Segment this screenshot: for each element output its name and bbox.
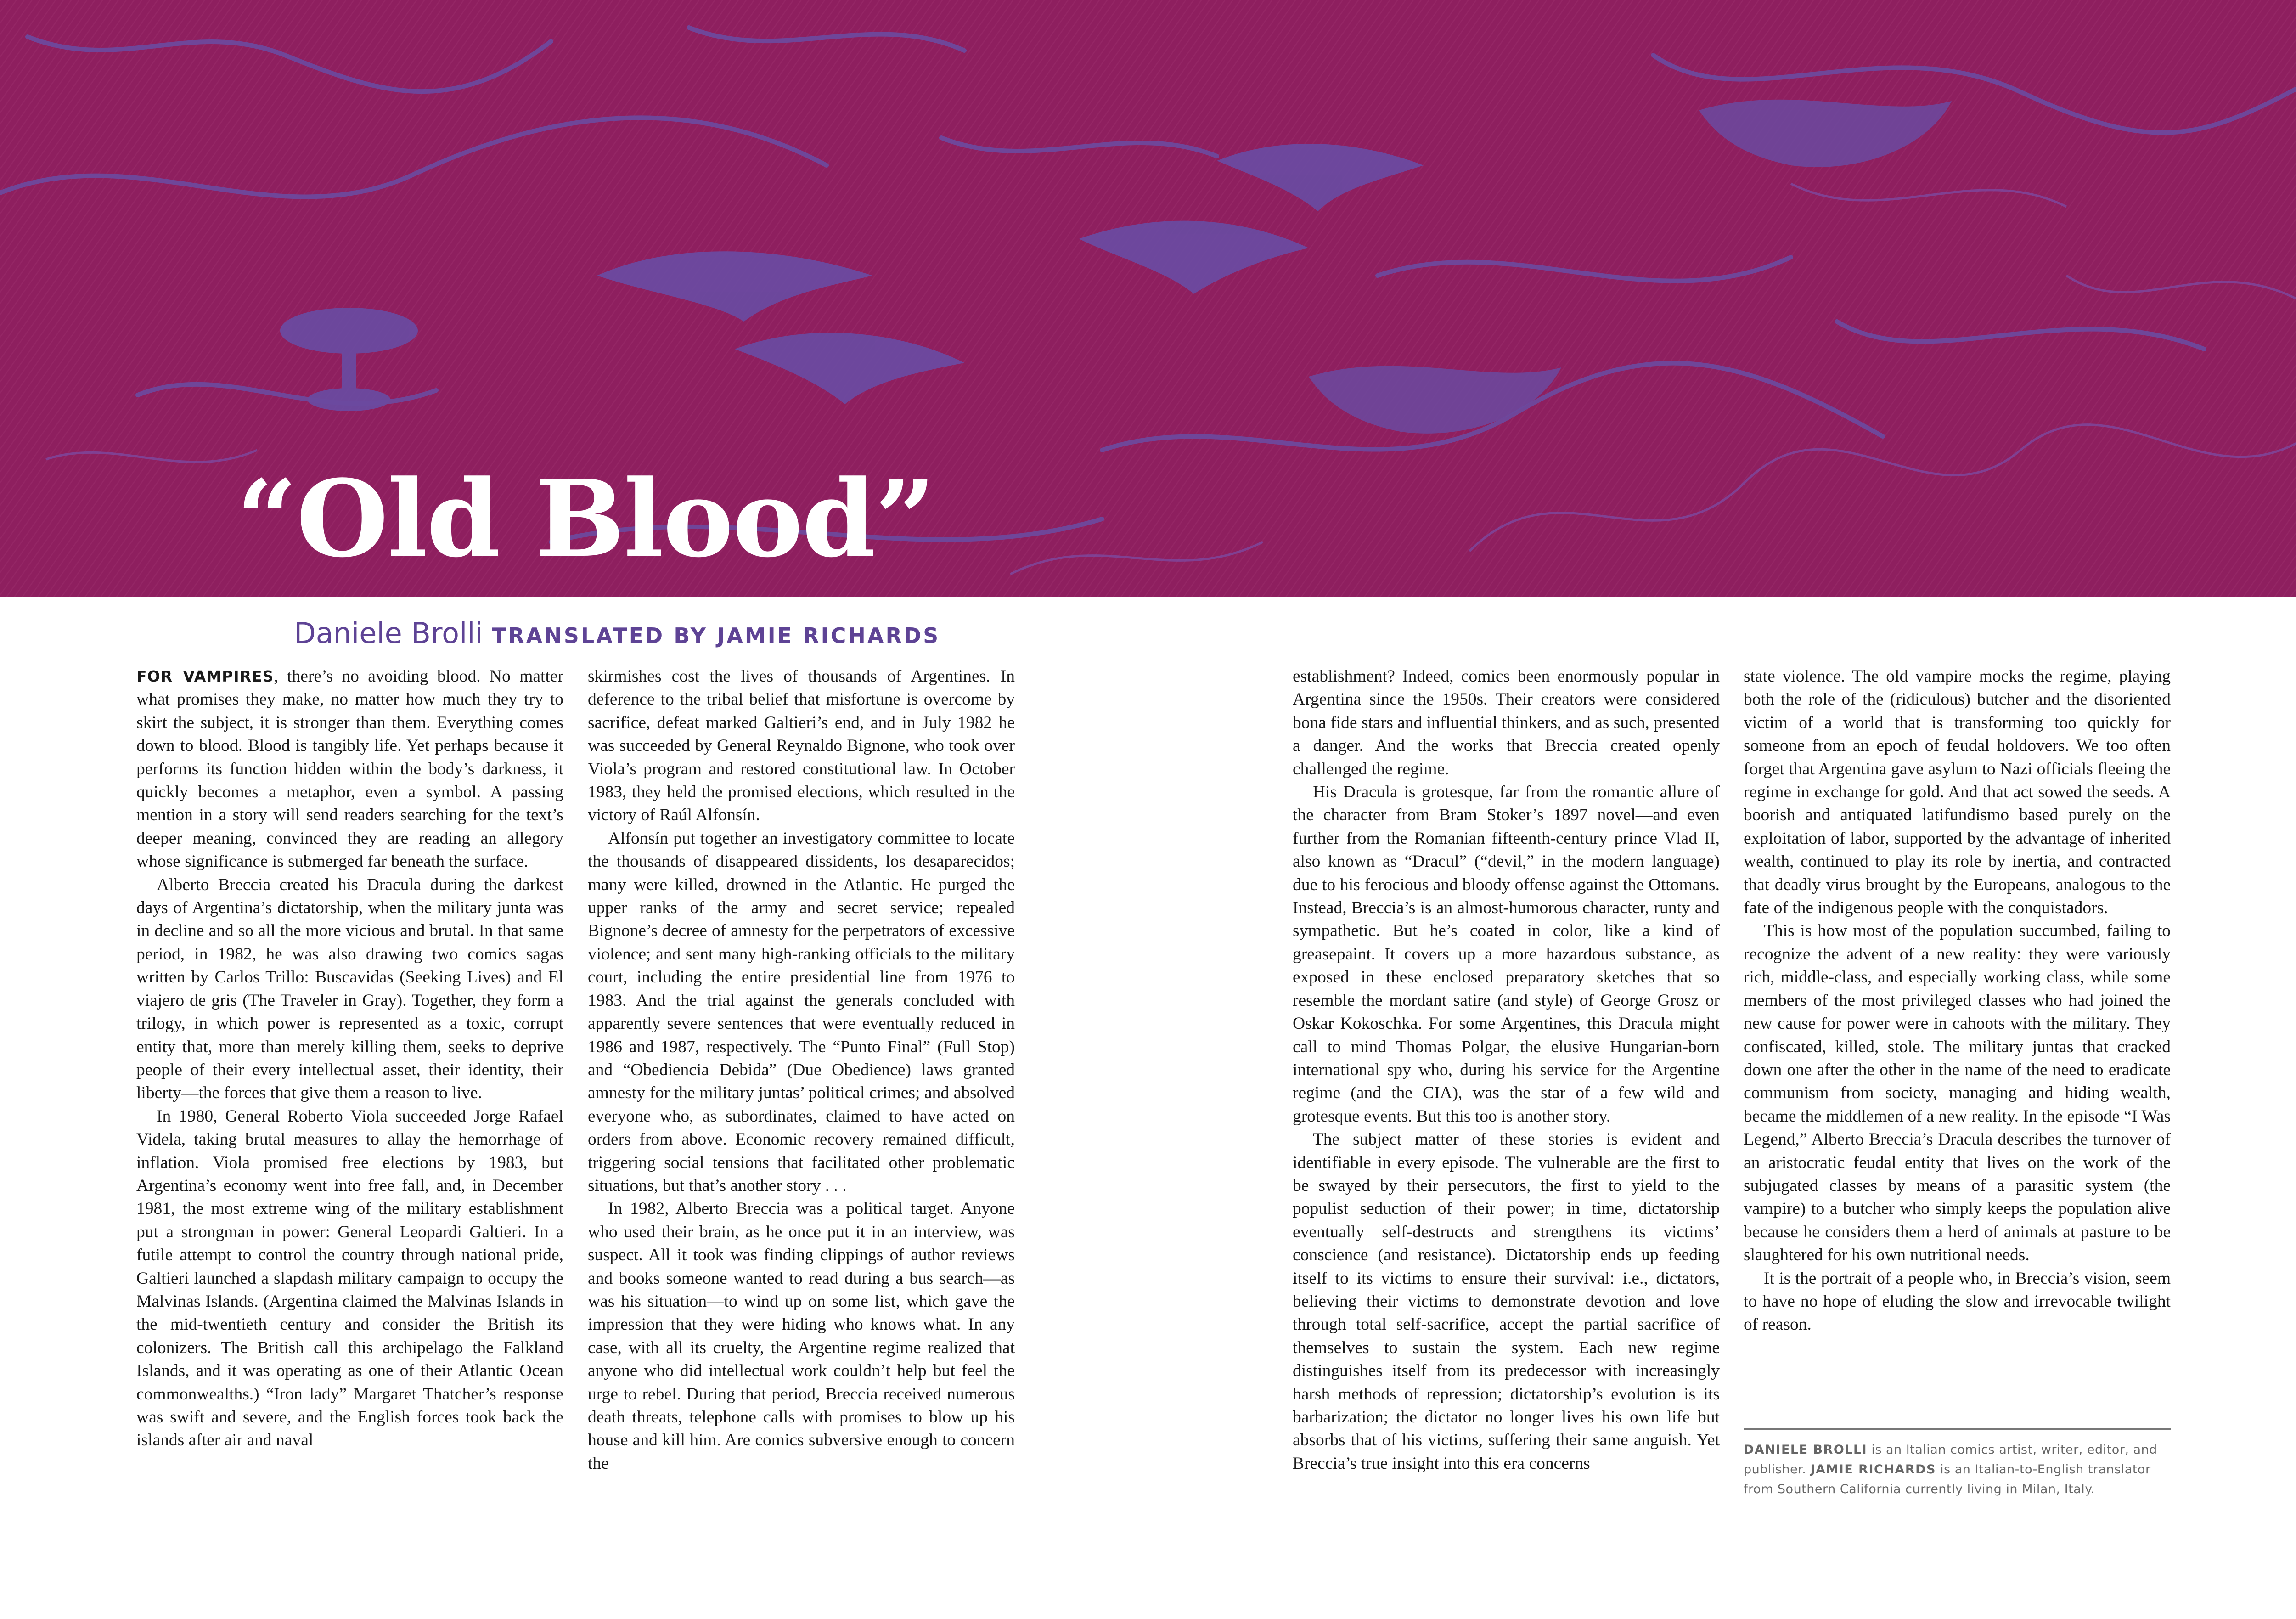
paragraph-text: , there’s no avoiding blood. No matter what promises they make, no matter how much they try to skirt the subject, it is stronger than them. Everything comes down to blood. Blood is tangibly life. Yet perhaps because it performs its function hidden within the body’s darkness, it quickly becomes a metaphor, even a symbol. A passing mention in a story will send readers searching for the text’s deeper meaning, convinced they are reading an allegory whose significance is submerged far beneath the surface. (136, 667, 564, 871)
paragraph (136, 665, 563, 874)
paragraph: Alberto Breccia created his Dracula during the darkest days of Argentina’s dictatorship, when the military junta was in decline and so all the more vicious and brutal. In that same period, in 1982, he was also drawing two comics sagas written by Carlos Trillo: Buscavidas (Seeking Lives) and El viajero de gris (The Traveler in Gray). Together, they form a trilogy, in which power is represented as a toxic, corrupt entity that, more than merely killing them, seeks to deprive people of their every intellectual asset, their identity, their liberty—the forces that give them a reason to live. (136, 875, 563, 1103)
byline (294, 616, 940, 650)
bio-text-author: is an Italian comics artist, writer, editor, and publisher. (1744, 1443, 2157, 1477)
paragraph: skirmishes cost the lives of thousands of Argentines. In deference to the tribal belief that misfortune is overcome by sacrifice, defeat marked Galtieri’s end, and in July 1982 he was succeeded by General Reynaldo Bignone, who took over Viola’s program and restored constitutional law. In October 1983, they held the promised elections, which resulted in the victory of Raúl Alfonsín. (588, 667, 1015, 825)
article-title: “Old Blood” (236, 457, 935, 581)
author-name: Daniele Brolli (294, 616, 483, 650)
bio-name-translator: JAMIE RICHARDS (1810, 1462, 1936, 1477)
paragraph: establishment? Indeed, comics been enormously popular in Argentina since the 1950s. Their creators were considered bona fide stars and influential thinkers, and as such, presented a danger. And the works that Breccia created openly challenged the regime. (1293, 667, 1720, 778)
contributor-bio (1744, 1428, 2171, 1499)
text-column-1 (136, 665, 563, 1452)
paragraph: In 1980, General Roberto Viola succeeded Jorge Rafael Videla, taking brutal measures to allay the hemorrhage of inflation. Viola promised free elections by 1983, but Argentina’s economy went into free fall, and, in December 1981, the most extreme wing of the military establishment put a strongman in power: General Leopardi Galtieri. In a futile attempt to control the country through national pride, Galtieri launched a slapdash military campaign to occupy the Malvinas Islands. (Argentina claimed the Malvinas Islands in the mid-twentieth century and consider the British its colonizers. The British call this archipelago the Falkland Islands, and it was operating as one of their Atlantic Ocean commonwealths.) “Iron lady” Margaret Thatcher’s response was swift and severe, and the English forces took back the islands after air and naval (136, 1106, 563, 1450)
illustration-banner (0, 0, 2296, 597)
paragraph: His Dracula is grotesque, far from the romantic allure of the character from Bram Stoker’s 1897 novel—and even further from the Romanian fifteenth-century prince Vlad II, also known as “Dracul” (“devil,” in the modern language) due to his ferocious and bloody offense against the Ottomans. Instead, Breccia’s is an almost-humorous character, runty and sympathetic. But he’s coated in color, like a kind of greasepaint. It covers up a more hazardous substance, as exposed in these enclosed preparatory sketches that so resemble the mordant satire (and style) of George Grosz or Oskar Kokoschka. For some Argentines, this Dracula might call to mind Thomas Polgar, the elusive Hungarian-born international spy who, during his service for the Argentine regime (and the CIA), was the star of a few wild and grotesque events. But this too is another story. (1293, 783, 1720, 1126)
translator-credit: TRANSLATED BY JAMIE RICHARDS (491, 623, 940, 648)
text-column-3 (1293, 665, 1720, 1475)
paragraph: It is the portrait of a people who, in Breccia’s vision, seem to have no hope of eluding the slow and irrevocable twilight of reason. (1744, 1269, 2171, 1334)
text-column-2 (588, 665, 1015, 1475)
bio-name-author: DANIELE BROLLI (1744, 1443, 1868, 1457)
paragraph: In 1982, Alberto Breccia was a political target. Anyone who used their brain, as he once put it in an interview, was suspect. All it took was finding clippings of author reviews and books someone wanted to read during a bus search—as was his situation—to wind up on some list, which gave the impression that they were hiding who knows what. In any case, with all its cruelty, the Argentine regime realized that anyone who did intellectual work couldn’t help but feel the urge to rebel. During that period, Breccia received numerous death threats, telephone calls with promises to blow up his house and kill him. Are comics subversive enough to concern the (588, 1199, 1015, 1473)
bio-text-translator: is an Italian-to-English translator from Southern California currently living in Milan, Italy. (1744, 1462, 2151, 1496)
paragraph: state violence. The old vampire mocks the regime, playing both the role of the (ridiculous) butcher and the disoriented victim of a world that is transforming too quickly for someone from an epoch of feudal holdovers. We too often forget that Argentina gave asylum to Nazi officials fleeing the regime in exchange for gold. And that act sowed the seeds. A boorish and antiquated latifundismo based purely on the exploitation of labor, supported by the advantage of inherited wealth, continued to play its role by inertia, and contracted that deadly virus brought by the Europeans, analogous to the fate of the indigenous people with the conquistadors. (1744, 667, 2171, 918)
lead-in: FOR VAMPIRES (136, 667, 274, 685)
text-column-4 (1744, 665, 2171, 1337)
paragraph: The subject matter of these stories is evident and identifiable in every episode. The vulnerable are the first to be swayed by their persecutors, the first to yield to the populist seduction of their power; in time, dictatorship eventually self-destructs and strengthens its victims’ conscience (and resistance). Dictatorship ends up feeding itself to its victims to ensure their survival: i.e., dictators, believing their victims to demonstrate devotion and love through total self-sacrifice, accept the partial sacrifice of themselves to sustain the system. Each new regime distinguishes itself from its predecessor with increasingly harsh methods of repression; dictatorship’s evolution is its barbarization; the dictator no longer lives his own life but absorbs that of his victims, suffering their same anguish. Yet Breccia’s true insight into this era concerns (1293, 1130, 1720, 1473)
paragraph: Alfonsín put together an investigatory committee to locate the thousands of disappeared dissidents, los desaparecidos; many were killed, drowned in the Atlantic. He purged the upper ranks of the army and secret service; repealed Bignone’s decree of amnesty for the perpetrators of excessive violence; and sent many high-ranking officials to the military court, including the entire presidential line from 1976 to 1983. And the trial against the generals concluded with apparently severe sentences that were eventually reduced in 1986 and 1987, respectively. The “Punto Final” (Full Stop) and “Obediencia Debida” (Due Obedience) laws granted amnesty for the military juntas’ political crimes; and absolved everyone who, as subordinates, claimed to have acted on orders from above. Economic recovery remained difficult, triggering social tensions that facilitated other problematic situations, but that’s another story . . . (588, 829, 1015, 1195)
paragraph: This is how most of the population succumbed, failing to recognize the advent of a new reality: they were variously rich, middle-class, and especially working class, while some members of the most privileged classes who had joined the new cause for power were in cahoots with the military. They confiscated, killed, stole. The military juntas that cracked down one after the other in the name of the need to eradicate communism from society, managing and hiding wealth, became the middlemen of a new reality. In the episode “I Was Legend,” Alberto Breccia’s Dracula describes the turnover of an aristocratic feudal entity that lives on the work of the subjugated classes by means of a parasitic system (the vampire) to a butcher who simply keeps the population alive because he considers them a herd of animals at pasture to be slaughtered for his own nutritional needs. (1744, 921, 2171, 1265)
